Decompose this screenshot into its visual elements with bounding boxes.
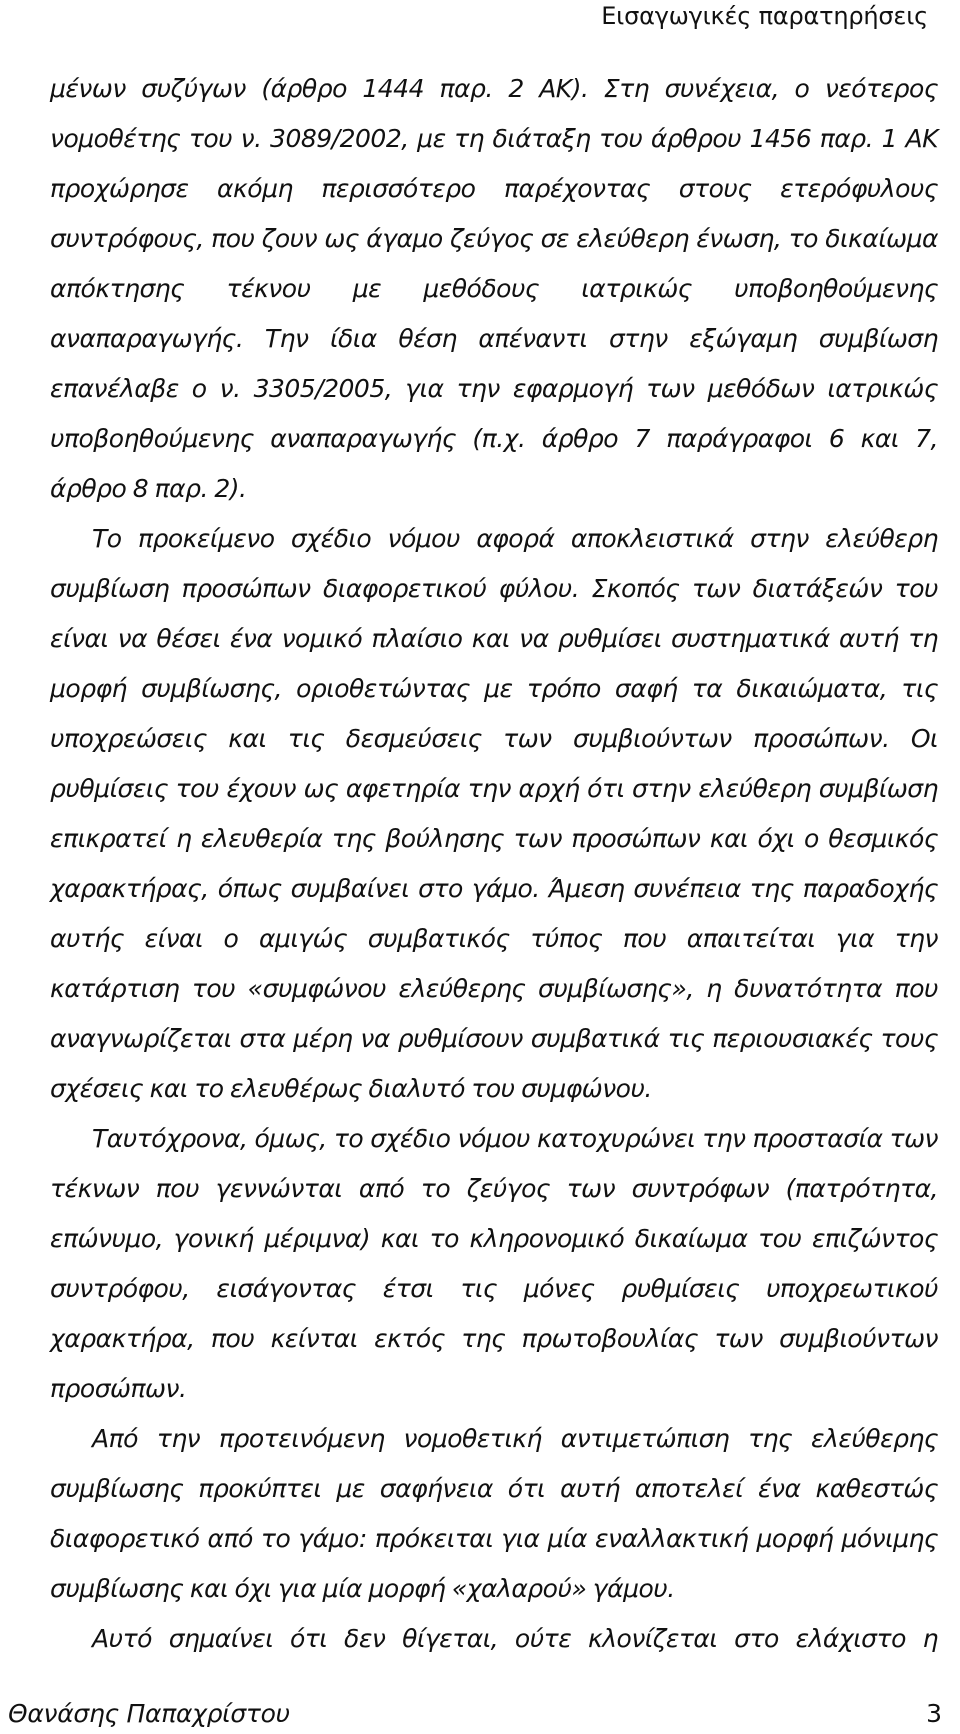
paragraph-child-protection: Ταυτόχρονα, όμως, το σχέδιο νόμου κατοχυρώνει την προστασία των τέκνων που γεννώνται από το ζεύγος των συντρόφων (πατρότητα, επώνυμο, γονική μέριμνα) και το κληρονομικό δικαίωμα του επιζώντος συντρόφου, εισάγοντας έτσι τις μόνες ρυθμίσεις υποχρεωτικού χαρακτήρα, που κείνται εκτός της πρωτοβουλίας των συμβιούντων προσώπων. xyxy=(50,1124,938,1403)
paragraph-continuation: μένων συζύγων (άρθρο 1444 παρ. 2 ΑΚ). Στη συνέχεια, ο νεότερος νομοθέτης του ν. 3089/2002, με τη διάταξη του άρθρου 1456 παρ. 1 ΑΚ προχώρησε ακόμη περισσότερο παρέχοντας στους ετερόφυλους συντρόφους, που ζουν ως άγαμο ζεύγος σε ελεύθερη ένωση, το δικαίωμα απόκτησης τέκνου με μεθόδους ιατρικώς υποβοηθούμενης αναπαραγωγής. Την ίδια θέση απέναντι στην εξώγαμη συμβίωση επανέλαβε ο ν. 3305/2005, για την εφαρμογή των μεθόδων ιατρικώς υποβοηθούμενης αναπαραγωγής (π.χ. άρθρο 7 παράγραφοι 6 και 7, άρθρο 8 παρ. 2). xyxy=(50,74,938,503)
paragraph-bill-scope: Το προκείμενο σχέδιο νόμου αφορά αποκλειστικά στην ελεύθερη συμβίωση προσώπων διαφορετικού φύλου. Σκοπός των διατάξεών του είναι να θέσει ένα νομικό πλαίσιο και να ρυθμίσει συστηματικά αυτή τη μορφή συμβίωσης, οριοθετώντας με τρόπο σαφή τα δικαιώματα, τις υποχρεώσεις και τις δεσμεύσεις των συμβιούντων προσώπων. Οι ρυθμίσεις του έχουν ως αφετηρία την αρχή ότι στην ελεύθερη συμβίωση επικρατεί η ελευθερία της βούλησης των προσώπων και όχι ο θεσμικός χαρακτήρας, όπως συμβαίνει στο γάμο. Άμεση συνέπεια της παραδοχής αυτής είναι ο αμιγώς συμβατικός τύπος που απαιτείται για την κατάρτιση του «συμφώνου ελεύθερης συμβίωσης», η δυνατότητα που αναγνωρίζεται στα μέρη να ρυθμίσουν συμβατικά τις περιουσιακές τους σχέσεις και το ελευθέρως διαλυτό του συμφώνου. xyxy=(50,524,938,1103)
paragraph-distinct-regime: Από την προτεινόμενη νομοθετική αντιμετώπιση της ελεύθερης συμβίωσης προκύπτει με σαφήνεια ότι αυτή αποτελεί ένα καθεστώς διαφορετικό από το γάμο: πρόκειται για μία εναλλακτική μορφή μόνιμης συμβίωσης και όχι για μία μορφή «χαλαρού» γάμου. xyxy=(50,1424,938,1603)
footer-author: Θανάσης Παπαχρίστου xyxy=(8,1699,290,1728)
body-text xyxy=(50,64,938,1664)
page-number: 3 xyxy=(926,1699,942,1728)
running-header-title: Εισαγωγικές παρατηρήσεις xyxy=(601,2,928,30)
paragraph-implication: Αυτό σημαίνει ότι δεν θίγεται, ούτε κλονίζεται στο ελάχιστο η xyxy=(92,1624,938,1653)
